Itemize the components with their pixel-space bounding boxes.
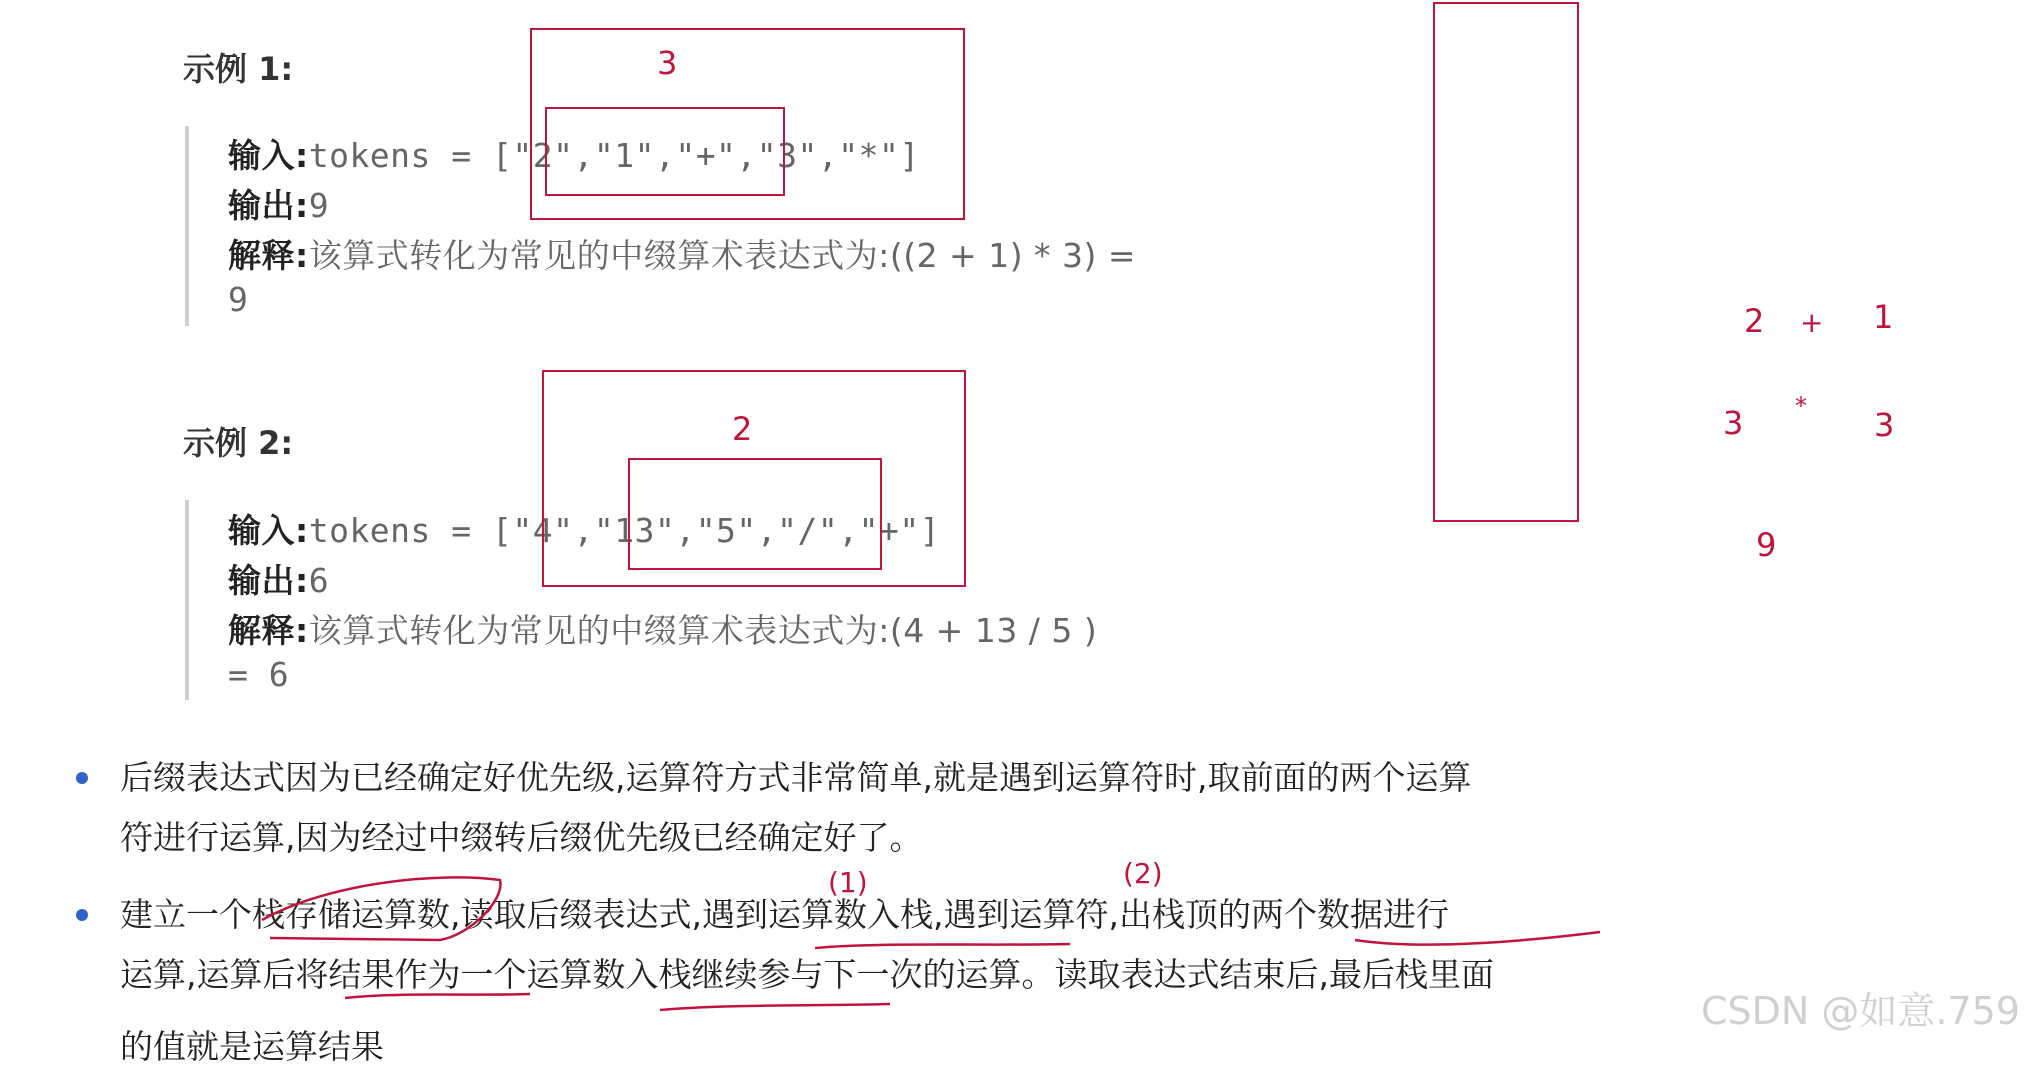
underline-result [345,994,530,998]
csdn-watermark: CSDN @如意.759 [1700,989,2020,1033]
example-1-output-value: 9 [308,186,330,225]
example-2-explain-value: 该算式转化为常见的中缀算术表达式为:(4 + 13 / 5 ) [308,611,1098,650]
underline-push-continue [660,1004,890,1010]
example-2-output-value: 6 [308,561,330,600]
example-2-count-note: 2 [732,410,753,448]
circle-stack-storage [262,877,500,940]
underline-pop-two [1355,932,1600,945]
mark-1: (1) [828,866,868,899]
example-2-explain-label: 解释: [228,611,309,650]
stack-note-mid-left: 3 [1723,404,1744,442]
stack-note-top-op: + [1800,306,1824,339]
underline-push-operand [815,944,1070,948]
stack-note-mid-op: * [1795,392,1807,420]
stack-note-top-right: 1 [1873,298,1894,336]
example-2-input-value: tokens = ["4","13","5","/","+"] [308,511,941,550]
example-2-output-label: 输出: [228,561,309,600]
stack-note-top-left: 2 [1744,302,1765,340]
example-2-input-label: 输入: [228,511,309,550]
example-1-explain-value: 该算式转化为常见的中缀算术表达式为:((2 + 1) * 3) = [308,236,1137,275]
example-1-output-label: 输出: [228,186,309,225]
bullet-1-line-1: 后缀表达式因为已经确定好优先级,运算符方式非常简单,就是遇到运算符时,取前面的两个运算 [120,758,1472,797]
example-1-input-value: tokens = ["2","1","+","3","*"] [308,136,920,175]
example-2-title: 示例 2: [183,424,294,462]
bullet-2-line-2: 运算,运算后将结果作为一个运算数入栈继续参与下一次的运算。读取表达式结束后,最后栈里面 [120,955,1494,994]
bullet-2-line-1: 建立一个栈存储运算数,读取后缀表达式,遇到运算数入栈,遇到运算符,出栈顶的两个数据进行 [120,895,1449,934]
example-1-explain-label: 解释: [228,236,309,275]
mark-2: (2) [1123,857,1163,890]
bullet-2-line-3: 的值就是运算结果 [120,1027,384,1066]
example-1-explain-cont: 9 [228,280,249,319]
stack-note-result: 9 [1756,526,1777,564]
example-2-explain-cont: = 6 [228,655,290,694]
example-1-title: 示例 1: [183,50,294,88]
stack-note-mid-right: 3 [1874,406,1895,444]
bullet-1-line-2: 符进行运算,因为经过中缀转后缀优先级已经确定好了。 [120,818,923,857]
example-1-count-note: 3 [657,44,678,82]
example-1-input-label: 输入: [228,136,309,175]
